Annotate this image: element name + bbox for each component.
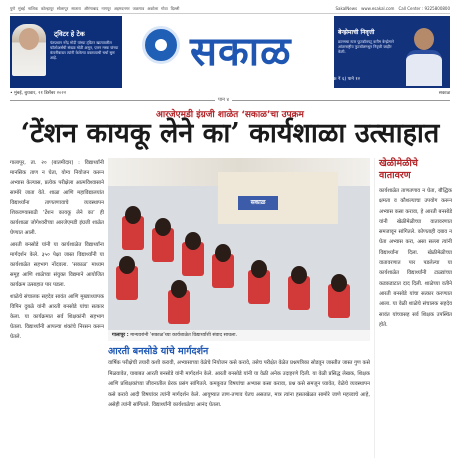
audience-member [155, 218, 171, 236]
website-link[interactable]: www.esakal.com [361, 6, 395, 11]
edition-link[interactable]: गोवा [161, 5, 168, 11]
audience-member [215, 244, 231, 262]
event-photo [108, 158, 370, 330]
body-paragraph: शाळेचे संचालक सहदेव सावंत आणि मुख्याध्यापक विपिन दुबळे यांनी आरती बनसोडे यांचा सत्कार केला. या कार्यक्रमात सर्व शिक्षकांनी सहभाग घेतला. विद्यार्थ्यांनी आपल्या शंकांचे निरसन करून घेतले. [10, 294, 104, 340]
audience-member [331, 274, 347, 292]
right-column [374, 158, 452, 458]
pm-face [19, 28, 39, 50]
sub-headline: आरती बनसोडे यांचे मार्गदर्शन [108, 346, 209, 357]
right-ad-title[interactable]: बेन्झेमाची निवृत्ती [338, 29, 375, 36]
edition-links [10, 6, 260, 12]
top-strip [10, 4, 450, 14]
sakal-emblem-icon [142, 26, 180, 64]
caption-label: गालापूर : [112, 333, 129, 338]
side-body: कार्यशाळेत ताणतणाव न घेता, बौद्धिक क्षमता व कौशल्याचा उपयोग करून अभ्यास कसा करावा, हे आरती बनसोडे यांनी खेळीमेळीच्या वातावरणात समजावून सांगितले. कोणताही दबाव न घेता अभ्यास करा, असा सल्ला त्यांनी विद्यार्थ्यांना दिला. खेळीमेळीच्या वातावरणात पार पडलेल्या या कार्यशाळेत विद्यार्थ्यांनी टाळ्यांच्या कडकडाटात दाद दिली. शाळेच्या वतीने आरती बनसोडे यांचा सत्कार करण्यात आला. या वेळी शाळेचे संचालक सहदेव सावंत यांच्यासह सर्व शिक्षक उपस्थित होते. [379, 188, 452, 328]
audience-member [291, 266, 307, 284]
article-kicker: आरजेएमडी इंग्रजी शाळेत ‘सकाळ’चा उपक्रम [156, 110, 304, 120]
social-handle[interactable]: SakalNews [335, 6, 358, 11]
audience-member [185, 232, 201, 250]
left-ad-title[interactable]: ट्विटर हे टेक [54, 30, 85, 38]
edition-link[interactable]: नागपूर [101, 5, 111, 11]
newspaper-logo[interactable]: सकाळ [190, 29, 292, 75]
stage [218, 172, 338, 224]
edition-link[interactable]: मुंबई [18, 5, 25, 11]
price-label: किंमत ₹ ५ (आजच्या अंक ₹ ६) पाने १२ [293, 77, 360, 82]
audience-member [251, 260, 267, 278]
edition-link[interactable]: अहमदनगर [113, 5, 130, 11]
body-paragraph: गालापूर, ता. २० (बातमीदार) : विद्यार्थ्यांनी मानसिक ताण न घेता, योग्य नियोजन करून अभ्यास केल्यास, प्रत्येक परीक्षेला आत्मविश्वासाने सामोरे जाता येते. शाळा आणि महाविद्यालयांत विद्यार्थ्यांना ताणतणावाचे व्यवस्थापन शिकवण्यासाठी ‘टेंशन कायकू लेने का’ ही कार्यशाळा जोगेश्वरीच्या आरजेएमडी इंग्रजी शाळेत घेण्यात आली. [10, 160, 104, 236]
right-ad-text: फ्रान्सचा स्टार फुटबॉलपटू करीम बेन्झेमाने आंतरराष्ट्रीय फुटबॉलमधून निवृत्ती जाहीर केली. [338, 39, 394, 54]
edition-link[interactable]: सातारा [71, 5, 81, 11]
audience-member [119, 256, 135, 274]
dateline-brand: सकाळ [438, 91, 450, 96]
sub-article-body: वार्षिक परीक्षेची तयारी कशी करावी, अभ्यासाच्या वेळेचे नियोजन कसे करावे, तसेच परीक्षेत वेळेत प्रश्नपत्रिका सोडवून जास्तीत जास्त गुण कसे मिळवावेत, याबाबत आरती बनसोडे यांनी मार्गदर्शन केले. आरती बनसोडे यांनी या वेळी अनेक उदाहरणे दिली. या वेळी प्रसिद्ध लेखक, शिक्षक आणि प्रशिक्षकांच्या जीवनातील प्रेरक प्रसंग सांगितले. कमकुवत विषयांचा अभ्यास कसा करावा, प्रश्न कसे समजून घ्यावेत, वेळेचे व्यवस्थापन कसे करावे आदी विषयांवर त्यांनी मार्गदर्शन केले. आयुष्यात ताण-तणाव येतच असतात, मात्र त्यांना हसतखेळत सामोरे जाणे महत्त्वाचे आहे, असेही त्यांनी सांगितले. विद्यार्थ्यांनी कार्यशाळेचा आनंद घेतला. [108, 360, 370, 408]
call-center: Call Center : 9225800800 [398, 6, 450, 11]
caption-text: मान्यवरांनी ‘सकाळ’च्या कार्यशाळेत विद्यार्थ्यांशी संवाद साधला. [130, 333, 238, 338]
edition-link[interactable]: सोलापूर [56, 5, 69, 11]
side-headline: खेळीमेळीचे वातावरण [379, 158, 418, 181]
page-number: पान ४ [215, 97, 232, 103]
kicker-wrap [10, 102, 450, 120]
page-label: पान १० [128, 77, 141, 82]
date-text: • मुंबई, बुधवार, २१ डिसेंबर २०२२ [10, 91, 67, 96]
audience-member [125, 206, 141, 224]
left-ad-text: पंतप्रधान नरेंद्र मोदी यांच्या ट्विटर खात्यावरील फॉलोअर्सची संख्या मोठी असून, एलन मस्क यांच्या कंपनीबाबत त्यांनी केलेल्या वक्तव्याची चर्चा सुरू आहे. [50, 40, 119, 60]
edition-link[interactable]: नाशिक [27, 5, 38, 11]
article-headline: ‘टेंशन कायकू लेने का’ कार्यशाळा उत्साहात [20, 118, 440, 149]
edition-link[interactable]: दिल्ली [170, 5, 180, 11]
edition-link[interactable]: औरंगाबाद [83, 5, 99, 11]
edition-link[interactable]: कोल्हापूर [40, 5, 54, 11]
audience-member [171, 280, 187, 298]
price-line [10, 76, 450, 82]
left-column [10, 158, 104, 458]
edition-link[interactable]: अकोला [147, 5, 159, 11]
edition-link[interactable]: जळगाव [132, 5, 145, 11]
stage-banner: सकाळ [238, 196, 278, 210]
edition-link[interactable]: पुणे [10, 5, 16, 11]
photo-caption [108, 330, 370, 341]
body-paragraph: आरती बनसोडे यांनी या कार्यशाळेत विद्यार्थ्यांना मार्गदर्शन केले. ३५० पेक्षा जास्त विद्यार्थ्यांनी या कार्यशाळेत सहभाग नोंदवला. ‘सकाळ’ माध्यम समूह आणि शाळेच्या संयुक्त विद्यमाने आयोजित कार्यक्रम उत्साहात पार पडला. [10, 242, 104, 288]
